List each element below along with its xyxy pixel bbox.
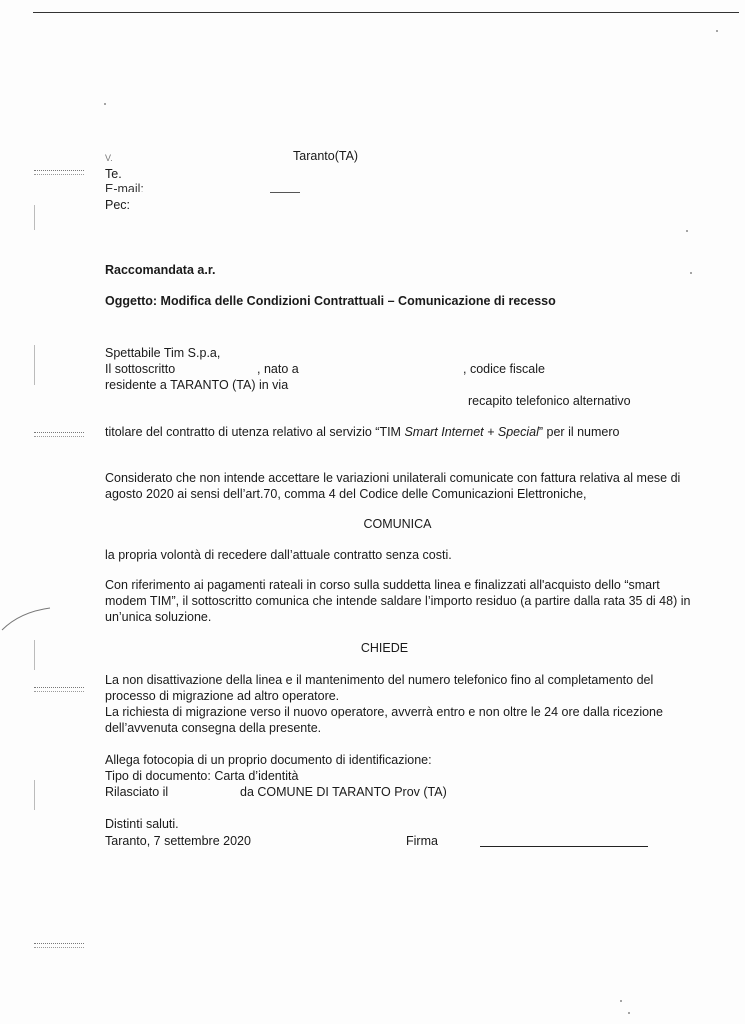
scan-speck <box>716 30 718 32</box>
considerato-line-2: agosto 2020 ai sensi dell’art.70, comma 4 del Codice delle Comunicazioni Elettroniche, <box>105 487 587 501</box>
allega-comune: da COMUNE DI TARANTO Prov (TA) <box>240 785 447 799</box>
scan-speck <box>104 103 106 105</box>
rateali-line-3: un’unica soluzione. <box>105 610 212 624</box>
closing-saluti: Distinti saluti. <box>105 817 179 831</box>
tel-label: Te. <box>105 167 122 181</box>
service-name: Smart Internet + Special <box>404 425 539 439</box>
chiede-line-3: La richiesta di migrazione verso il nuovo operatore, avverrà entro e non oltre le 24 ore dalla ricezione <box>105 705 663 719</box>
intro-titolare-b: ” per il numero <box>538 425 620 439</box>
allega-rilasciato: Rilasciato il <box>105 785 169 799</box>
email-label: E-mail: <box>105 182 144 192</box>
recipient: Spettabile Tim S.p.a, <box>105 346 221 360</box>
scan-speck <box>628 1012 630 1014</box>
signature-line <box>480 846 648 847</box>
pen-stroke <box>0 600 60 640</box>
subject-line: Oggetto: Modifica delle Condizioni Contrattuali – Comunicazione di recesso <box>105 294 556 308</box>
intro-titolare <box>105 424 619 440</box>
rateali-line-2: modem TIM”, il sottoscritto comunica che intende saldare l’importo residuo (a partire dalla rata 35 di 48) in <box>105 594 691 608</box>
rateali-line-1: Con riferimento ai pagamenti rateali in corso sulla suddetta linea e finalizzati all'acquisto dello “smart <box>105 578 660 592</box>
scan-speck <box>690 272 692 274</box>
top-rule <box>33 12 739 13</box>
allega-line-1: Allega fotocopia di un proprio documento di identificazione: <box>105 753 432 767</box>
comunica-text: la propria volontà di recedere dall’attuale contratto senza costi. <box>105 548 452 562</box>
chiede-line-1: La non disattivazione della linea e il mantenimento del numero telefonico fino al completamento del <box>105 673 654 687</box>
sender-city: Taranto(TA) <box>293 149 359 163</box>
closing-place-date: Taranto, 7 settembre 2020 <box>105 834 251 848</box>
scan-speck <box>686 230 688 232</box>
intro-codice-fiscale: , codice fiscale <box>463 362 545 376</box>
scan-mark <box>34 432 84 437</box>
intro-nato-a: , nato a <box>257 362 299 376</box>
signature-label: Firma <box>406 834 438 848</box>
allega-line-2: Tipo di documento: Carta d’identità <box>105 769 299 783</box>
scan-edge <box>34 780 35 810</box>
scan-speck <box>620 1000 622 1002</box>
sender-name-line: V. <box>105 153 113 163</box>
intro-sottoscritto: Il sottoscritto <box>105 362 176 376</box>
scan-edge <box>34 345 35 385</box>
scan-mark <box>34 170 84 175</box>
chiede-line-2: processo di migrazione ad altro operatore. <box>105 689 340 703</box>
considerato-line-1: Considerato che non intende accettare le variazioni unilaterali comunicate con fattura relativa al mese di <box>105 471 681 485</box>
comunica-heading: COMUNICA <box>363 517 432 531</box>
chiede-heading: CHIEDE <box>360 641 409 655</box>
chiede-line-4: dell’avvenuta consegna della presente. <box>105 721 322 735</box>
scan-mark <box>34 687 84 692</box>
intro-residente: residente a TARANTO (TA) in via <box>105 378 289 392</box>
pec-label: Pec: <box>105 198 131 212</box>
email-underline <box>270 192 300 193</box>
intro-recapito: recapito telefonico alternativo <box>468 394 631 408</box>
scan-mark <box>34 943 84 948</box>
intro-titolare-a: titolare del contratto di utenza relativo al servizio “TIM <box>105 425 405 439</box>
scan-edge <box>34 205 35 230</box>
raccomandata-label: Raccomandata a.r. <box>105 263 216 277</box>
